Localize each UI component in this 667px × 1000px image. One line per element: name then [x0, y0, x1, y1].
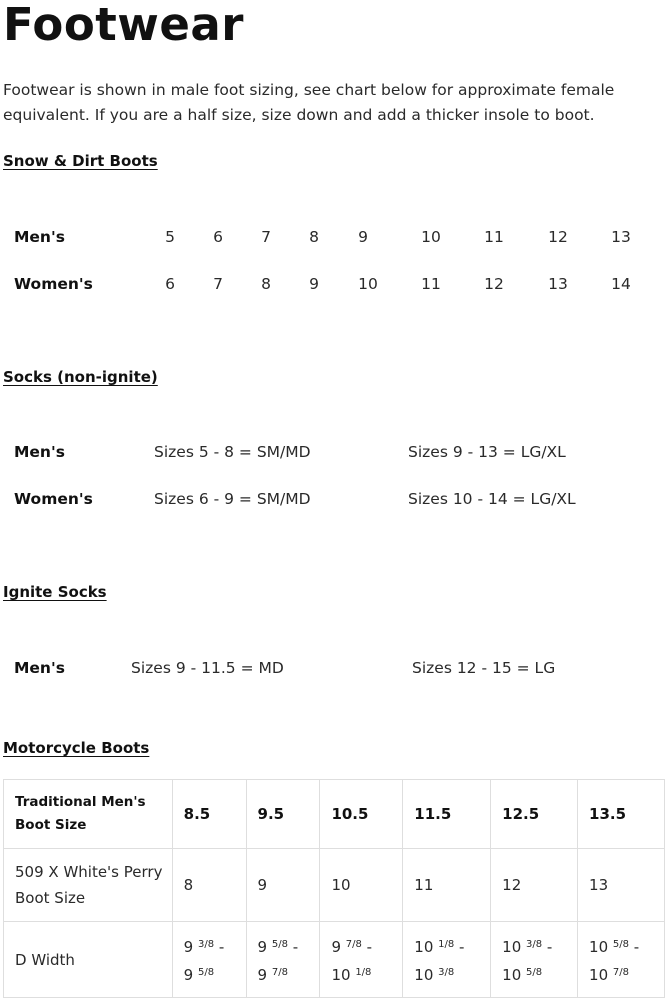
snow-womens-size: 14 — [611, 275, 631, 293]
width-from-frac: 3/8 — [526, 938, 543, 950]
socks-womens-label: Women's — [14, 490, 93, 508]
snow-womens-size: 6 — [165, 275, 175, 293]
perry-size: 11 — [403, 849, 491, 922]
snow-womens-size: 11 — [421, 275, 441, 293]
snow-mens-label: Men's — [14, 228, 65, 246]
perry-size: 8 — [172, 849, 246, 922]
width-from-frac: 7/8 — [345, 938, 362, 950]
perry-size: 9 — [246, 849, 320, 922]
snow-womens-size: 13 — [548, 275, 568, 293]
width-cell: 9 $^{3/8}$ - 9 $^{5/8}$ — [172, 922, 246, 998]
size-header: 10.5 — [320, 780, 403, 849]
width-to-frac: 7/8 — [271, 966, 288, 978]
width-to-frac: 3/8 — [438, 966, 455, 978]
motorcycle-boots-table — [3, 779, 665, 998]
snow-mens-size: 11 — [484, 228, 504, 246]
snow-womens-size: 10 — [358, 275, 378, 293]
socks-womens-large: Sizes 10 - 14 = LG/XL — [408, 490, 576, 508]
size-header: 8.5 — [172, 780, 246, 849]
page-title: Footwear — [3, 0, 244, 51]
snow-womens-label: Women's — [14, 275, 93, 293]
width-to-frac: 7/8 — [612, 966, 630, 978]
socks-womens-small: Sizes 6 - 9 = SM/MD — [154, 490, 311, 508]
snow-mens-size: 9 — [358, 228, 368, 246]
table-row — [4, 849, 665, 922]
snow-womens-size: 7 — [213, 275, 223, 293]
snow-womens-size: 12 — [484, 275, 504, 293]
perry-size: 13 — [578, 849, 665, 922]
socks-mens-label: Men's — [14, 443, 65, 461]
snow-womens-size: 8 — [261, 275, 271, 293]
perry-size: 10 — [320, 849, 403, 922]
size-header: 12.5 — [491, 780, 578, 849]
width-to-whole: 9 — [257, 965, 268, 984]
width-from-whole: 9 — [183, 937, 194, 956]
table-row — [4, 922, 665, 998]
width-from-whole: 9 — [331, 937, 341, 956]
width-to-whole: 10 — [589, 965, 609, 984]
snow-womens-size: 9 — [309, 275, 319, 293]
width-to-frac: 5/8 — [197, 966, 215, 978]
snow-dirt-heading: Snow & Dirt Boots — [3, 152, 158, 170]
width-from-frac: 1/8 — [438, 938, 455, 950]
width-cell: 10 $^{1/8}$ - 10 $^{3/8}$ — [403, 922, 491, 998]
width-cell: 9 $^{5/8}$ - 9 $^{7/8}$ — [246, 922, 320, 998]
socks-mens-large: Sizes 9 - 13 = LG/XL — [408, 443, 566, 461]
width-from-whole: 10 — [502, 937, 522, 956]
header-traditional-size: Traditional Men's Boot Size — [4, 780, 173, 849]
width-from-whole: 10 — [414, 937, 434, 956]
size-header: 13.5 — [578, 780, 665, 849]
moto-heading: Motorcycle Boots — [3, 739, 150, 757]
width-from-frac: 5/8 — [271, 938, 288, 950]
snow-mens-size: 8 — [309, 228, 319, 246]
width-to-frac: 1/8 — [355, 966, 372, 978]
size-header: 11.5 — [403, 780, 491, 849]
width-to-whole: 9 — [183, 965, 194, 984]
perry-label: 509 X White's Perry Boot Size — [4, 849, 173, 922]
socks-heading: Socks (non-ignite) — [3, 368, 158, 386]
table-row — [4, 780, 665, 849]
width-to-frac: 5/8 — [526, 966, 543, 978]
width-to-whole: 10 — [502, 965, 522, 984]
width-from-frac: 5/8 — [612, 938, 630, 950]
ignite-heading: Ignite Socks — [3, 583, 107, 601]
size-header: 9.5 — [246, 780, 320, 849]
width-cell: 10 $^{3/8}$ - 10 $^{5/8}$ — [491, 922, 578, 998]
snow-mens-size: 13 — [611, 228, 631, 246]
socks-mens-small: Sizes 5 - 8 = SM/MD — [154, 443, 311, 461]
intro-text: Footwear is shown in male foot sizing, see chart below for approximate female equivalent. If you are a half size, size down and add a thicker insole to boot. — [3, 81, 615, 124]
width-to-whole: 10 — [331, 965, 351, 984]
width-from-whole: 9 — [257, 937, 268, 956]
width-from-whole: 10 — [589, 937, 609, 956]
snow-mens-size: 5 — [165, 228, 175, 246]
perry-size: 12 — [491, 849, 578, 922]
width-from-frac: 3/8 — [197, 938, 215, 950]
ignite-mens-lg: Sizes 12 - 15 = LG — [412, 659, 556, 677]
ignite-mens-md: Sizes 9 - 11.5 = MD — [131, 659, 284, 677]
snow-mens-size: 7 — [261, 228, 271, 246]
snow-mens-size: 6 — [213, 228, 223, 246]
ignite-mens-label: Men's — [14, 659, 65, 677]
snow-mens-size: 10 — [421, 228, 441, 246]
width-cell: 10 $^{5/8}$ - 10 $^{7/8}$ — [578, 922, 665, 998]
width-cell: 9 $^{7/8}$ - 10 $^{1/8}$ — [320, 922, 403, 998]
width-to-whole: 10 — [414, 965, 434, 984]
snow-mens-size: 12 — [548, 228, 568, 246]
width-label: D Width — [4, 922, 173, 998]
